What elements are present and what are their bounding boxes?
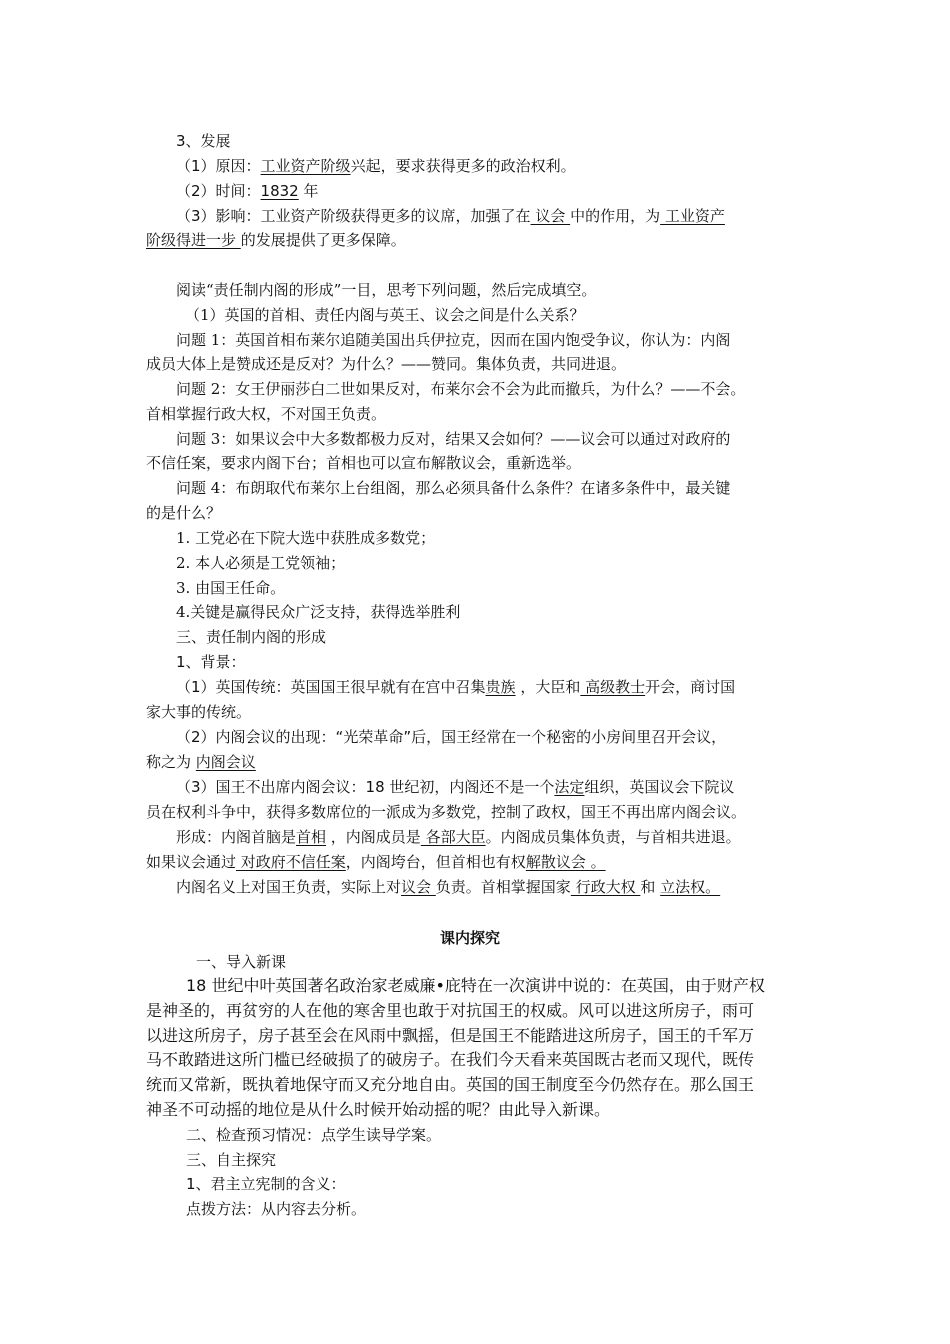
formation-line: 形成：内阁首脑是首相 ，内阁成员是 各部大臣。内阁成员集体负责，与首相共进退。 (176, 828, 741, 846)
hint-line: 点拨方法：从内容去分析。 (186, 1200, 367, 1218)
question-3-cont: 不信任案，要求内阁下台；首相也可以宣布解散议会，重新选举。 (146, 454, 582, 472)
blank-answer: 行政大权 (570, 878, 641, 896)
blank-answer: 首相 (296, 828, 327, 846)
blank-answer: 高级教士 (580, 678, 646, 696)
blank-answer: 内阁会议 (195, 753, 256, 771)
blank-answer: 议会 (401, 878, 436, 896)
intro-paragraph-line: 马不敢踏进这所门槛已经破损了的破房子。在我们今天看来英国既古老而又现代，既传 (146, 1050, 755, 1069)
blank-answer: 对政府不信任案 (236, 853, 346, 871)
section-title: 课内探究 (440, 929, 501, 947)
question-4: 问题 4：布朗取代布莱尔上台组阁，那么必须具备什么条件？在诸多条件中，最关键 (176, 479, 731, 497)
subsection-item: 1、君主立宪制的含义： (186, 1175, 346, 1193)
section-heading: 三、责任制内阁的形成 (176, 628, 327, 646)
cause-line: （1）原因：工业资产阶级兴起，要求获得更多的政治权利。 (176, 157, 576, 175)
blank-answer: 贵族 (485, 678, 516, 696)
blank-answer: 各部大臣 (420, 828, 486, 846)
intro-paragraph: 18 世纪中叶英国著名政治家老威廉•庇特在一次演讲中说的：在英国，由于财产权 (186, 976, 765, 995)
blank-answer: 议会 (530, 207, 571, 225)
answer-item: 3. 由国王任命。 (176, 579, 286, 597)
subsection-heading: 三、自主探究 (186, 1151, 277, 1169)
question-2-cont: 首相掌握行政大权，不对国王负责。 (146, 405, 387, 423)
blank-answer: 立法权。 (660, 878, 721, 896)
blank-answer: 阶级得进一步 (146, 231, 241, 249)
subsection-heading: 一、导入新课 (196, 953, 287, 971)
question-1: 问题 1：英国首相布莱尔追随美国出兵伊拉克，因而在国内饱受争议，你认为：内阁 (176, 331, 731, 349)
blank-answer: 工业资产 (660, 207, 725, 225)
intro-paragraph-line: 神圣不可动摇的地位是从什么时候开始动摇的呢？由此导入新课。 (146, 1100, 611, 1119)
cabinet-meeting-line-2: 称之为 内阁会议 (146, 753, 256, 771)
intro-paragraph-line: 是神圣的，再贫穷的人在他的寒舍里也敢于对抗国王的权威。风可以进这所房子，雨可 (146, 1001, 755, 1020)
impact-line: （3）影响：工业资产阶级获得更多的议席，加强了在 议会 中的作用，为 工业资产 (176, 207, 725, 225)
question-2: 问题 2：女王伊丽莎白二世如果反对，布莱尔会不会为此而撤兵，为什么？——不会。 (176, 380, 746, 398)
cabinet-meeting-line: （2）内阁会议的出现：“光荣革命”后，国王经常在一个秘密的小房间里召开会议， (176, 728, 727, 746)
reading-intro: 阅读“责任制内阁的形成”一目，思考下列问题，然后完成填空。 (176, 281, 597, 299)
tradition-line-2: 家大事的传统。 (146, 703, 252, 721)
king-absent-line: （3）国王不出席内阁会议：18 世纪初，内阁还不是一个法定组织，英国议会下院议 (176, 778, 735, 796)
question-3: 问题 3：如果议会中大多数都极力反对，结果又会如何？——议会可以通过对政府的 (176, 430, 731, 448)
intro-paragraph-line: 统而又常新，既执着地保守而又充分地自由。英国的国王制度至今仍然存在。那么国王 (146, 1075, 755, 1094)
time-line: （2）时间：1832 年 (176, 182, 319, 200)
blank-answer: 解散议会 。 (525, 853, 606, 871)
formation-line-2: 如果议会通过 对政府不信任案，内阁垮台，但首相也有权解散议会 。 (146, 853, 606, 871)
tradition-line: （1）英国传统：英国国王很早就有在宫中召集贵族 ，大臣和 高级教士开会，商讨国 (176, 678, 736, 696)
subsection-heading: 二、检查预习情况：点学生读导学案。 (186, 1126, 442, 1144)
impact-line-2: 阶级得进一步 的发展提供了更多保障。 (146, 231, 406, 249)
answer-item: 2. 本人必须是工党领袖； (176, 554, 346, 572)
blank-answer: 1832 (260, 182, 299, 200)
king-absent-line-2: 员在权利斗争中，获得多数席位的一派成为多数党，控制了政权，国王不再出席内阁会议。 (146, 803, 747, 821)
blank-answer: 法定 (554, 778, 585, 796)
nominal-line: 内阁名义上对国王负责，实际上对议会 负责。首相掌握国家 行政大权 和 立法权。 (176, 878, 721, 896)
answer-item: 4.关键是赢得民众广泛支持，获得选举胜利 (176, 603, 461, 621)
main-question: （1）英国的首相、责任内阁与英王、议会之间是什么关系？ (185, 306, 585, 324)
question-1-cont: 成员大体上是赞成还是反对？为什么？——赞同。集体负责，共同进退。 (146, 355, 627, 373)
blank-answer: 工业资产阶级 (260, 157, 351, 175)
intro-paragraph-line: 以进这所房子，房子甚至会在风雨中飘摇，但是国王不能踏进这所房子，国王的千军万 (146, 1026, 755, 1045)
answer-item: 1. 工党必在下院大选中获胜成多数党； (176, 529, 436, 547)
question-4-cont: 的是什么？ (146, 504, 222, 522)
section-heading: 3、发展 (176, 132, 231, 150)
background-heading: 1、背景： (176, 653, 246, 671)
